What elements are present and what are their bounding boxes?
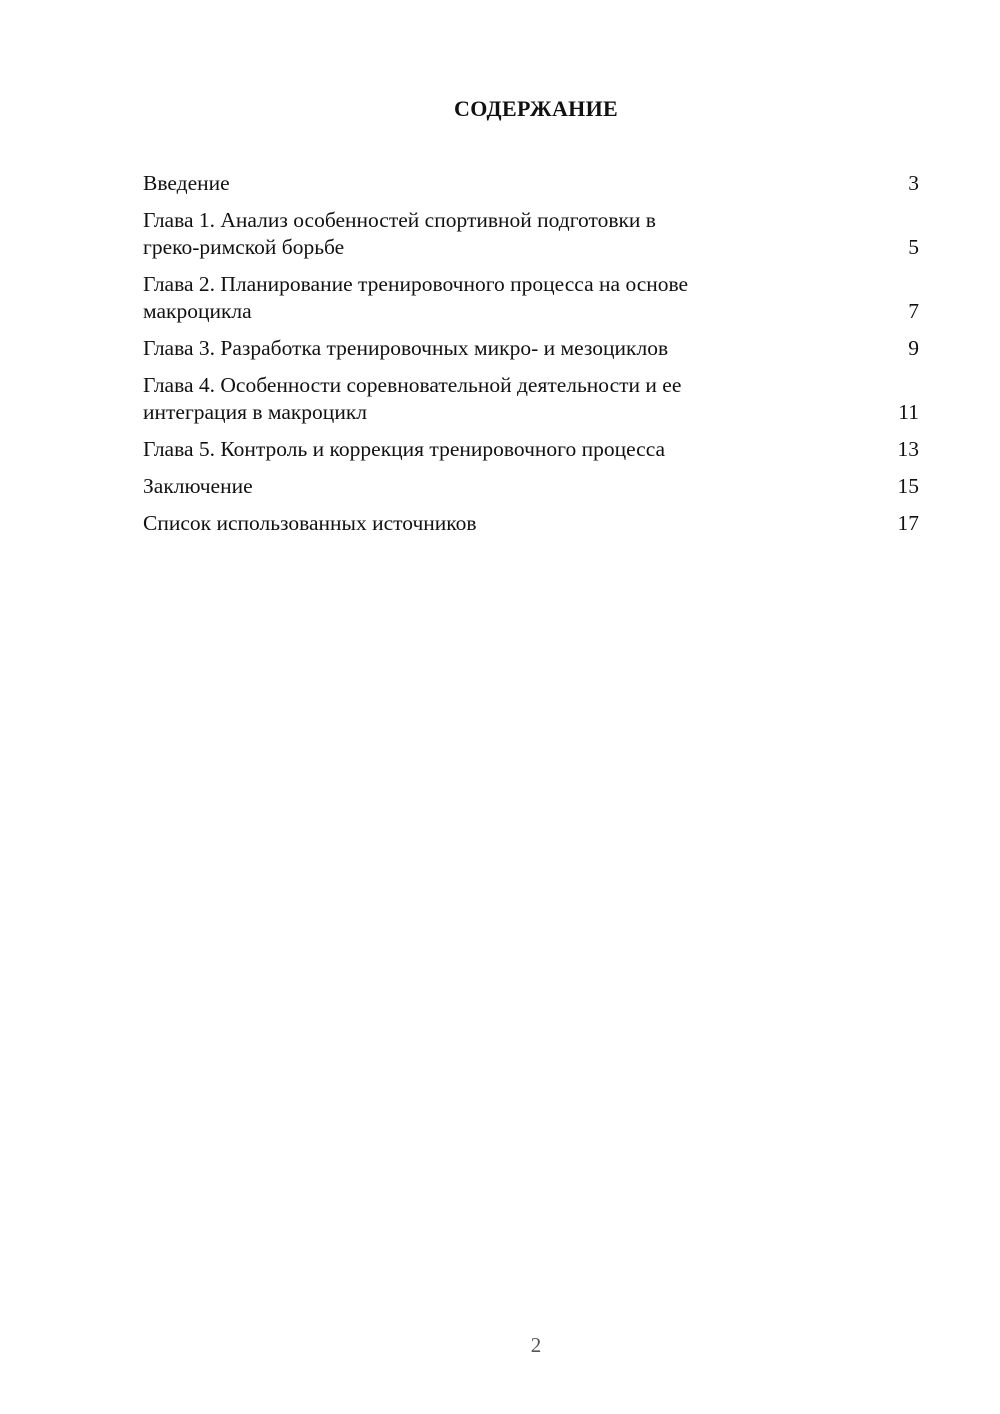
toc-entry-title — [143, 170, 230, 197]
toc-entry-line: макроцикла — [143, 299, 252, 323]
toc-entry-introduction[interactable] — [143, 170, 919, 197]
toc-entry-title — [143, 473, 253, 500]
toc-entry-references[interactable] — [143, 510, 919, 537]
toc-entry-page-number: 13 — [897, 437, 919, 461]
toc-entry-page-number: 3 — [908, 171, 919, 195]
toc-entry-page-number: 11 — [898, 400, 919, 424]
toc-entry-chapter-3[interactable] — [143, 335, 919, 362]
toc-entry-line: Введение — [143, 171, 230, 195]
toc-entry-line: Глава 5. Контроль и коррекция тренировочного процесса — [143, 437, 666, 461]
toc-entry-conclusion[interactable] — [143, 473, 919, 500]
toc-entry-line: Заключение — [143, 474, 253, 498]
toc-entry-title — [143, 207, 656, 261]
toc-entry-page-number: 9 — [908, 336, 919, 360]
page-number: 2 — [530, 1333, 542, 1357]
toc-entry-title — [143, 436, 665, 463]
toc-entry-line: интеграция в макроцикл — [143, 400, 367, 424]
toc-entry-line: Список использованных источников — [143, 511, 477, 535]
table-of-contents — [143, 170, 919, 547]
toc-entry-chapter-2[interactable] — [143, 271, 919, 325]
toc-entry-chapter-5[interactable] — [143, 436, 919, 463]
toc-entry-line: Глава 2. Планирование тренировочного процесса на основе — [143, 272, 689, 296]
toc-entry-chapter-1[interactable] — [143, 207, 919, 261]
toc-entry-title — [143, 271, 688, 325]
toc-entry-chapter-4[interactable] — [143, 372, 919, 426]
toc-entry-page-number: 15 — [897, 474, 919, 498]
toc-heading: СОДЕРЖАНИЕ — [454, 96, 618, 121]
toc-entry-page-number: 7 — [908, 299, 919, 323]
toc-entry-title — [143, 372, 681, 426]
toc-entry-title — [143, 335, 668, 362]
toc-entry-line: Глава 1. Анализ особенностей спортивной подготовки в — [143, 208, 656, 232]
toc-entry-page-number: 17 — [897, 511, 919, 535]
toc-entry-title — [143, 510, 477, 537]
toc-entry-line: греко-римской борьбе — [143, 235, 345, 259]
toc-entry-line: Глава 3. Разработка тренировочных микро- и мезоциклов — [143, 336, 669, 360]
toc-entry-line: Глава 4. Особенности соревновательной деятельности и ее — [143, 373, 682, 397]
toc-entry-page-number: 5 — [908, 235, 919, 259]
